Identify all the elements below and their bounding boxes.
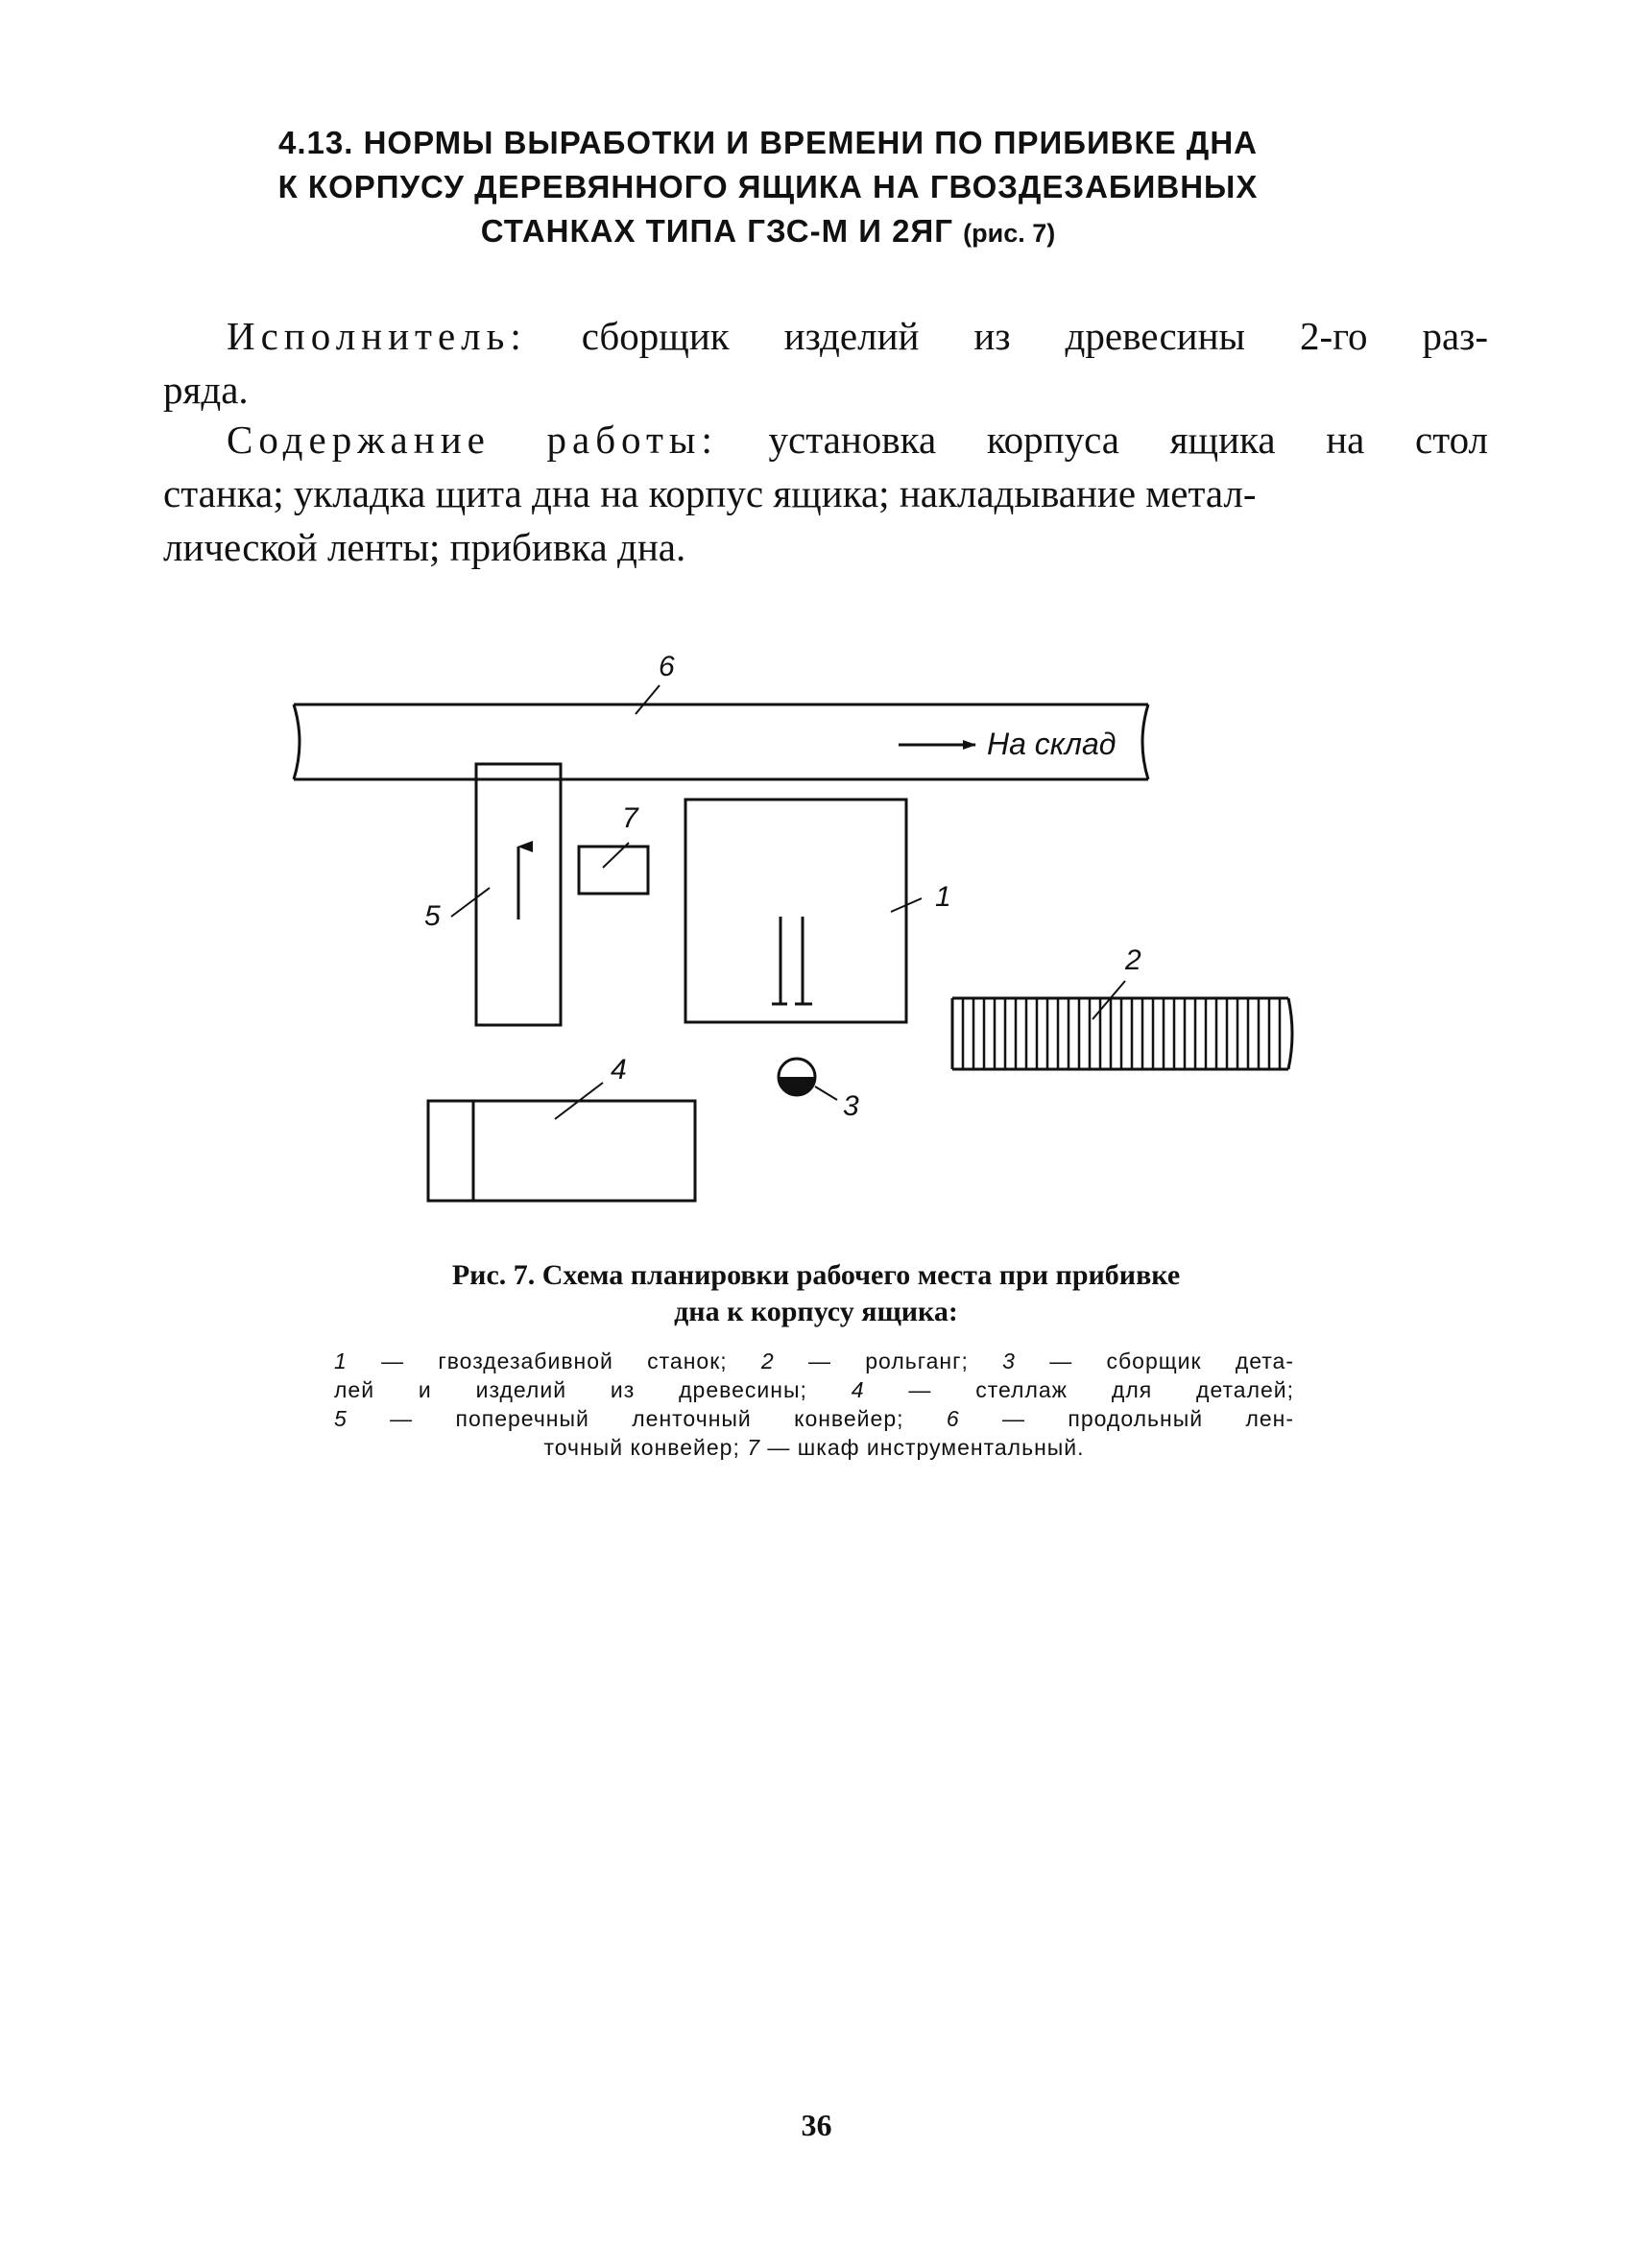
label-4: 4	[611, 1054, 627, 1086]
figure-legend	[334, 1347, 1294, 1462]
legend-text-6a: — продольный лен-	[1002, 1406, 1295, 1431]
caption-line-2: дна к корпусу ящика:	[674, 1296, 958, 1327]
label-2: 2	[1125, 944, 1141, 976]
legend-text-3b: лей и изделий из древесины;	[334, 1377, 807, 1402]
leader-5	[451, 888, 490, 917]
label-1: 1	[935, 881, 951, 913]
executor-text-1: сборщик изделий из древесины 2-го раз-	[581, 314, 1489, 358]
legend-text-3a: — сборщик дета-	[1049, 1349, 1295, 1373]
label-5: 5	[424, 900, 441, 932]
legend-num-6: 6	[946, 1406, 960, 1431]
legend-line-3	[334, 1404, 1294, 1433]
leader-6	[636, 685, 660, 714]
worker-icon	[779, 1059, 837, 1100]
legend-num-1: 1	[334, 1349, 348, 1373]
legend-text-7: — шкаф инструментальный.	[767, 1435, 1085, 1460]
legend-text-2: — рольганг;	[807, 1349, 969, 1373]
heading-figure-ref: (рис. 7)	[963, 219, 1056, 248]
legend-num-7: 7	[747, 1435, 761, 1460]
work-text-3: лической ленты; прибивка дна.	[163, 525, 686, 569]
transverse-conveyor	[476, 764, 561, 1025]
page-number: 36	[801, 2108, 832, 2142]
work-text-2: станка; укладка щита дна на корпус ящика; накладывание метал-	[163, 471, 1257, 515]
legend-num-5: 5	[334, 1406, 348, 1431]
direction-label: На склад	[987, 727, 1117, 761]
executor-text-2: ряда.	[163, 368, 249, 412]
legend-line-2	[334, 1375, 1294, 1404]
legend-text-5: — поперечный ленточный конвейер;	[390, 1406, 904, 1431]
work-text-1: установка корпуса ящика на стол	[768, 418, 1488, 462]
caption-line-1: Рис. 7. Схема планировки рабочего места при прибивке	[451, 1259, 1181, 1291]
legend-text-6b: точный конвейер;	[543, 1435, 740, 1460]
parts-rack	[428, 1101, 695, 1201]
legend-num-4: 4	[851, 1377, 865, 1402]
figure-caption	[288, 1257, 1344, 1330]
legend-line-4	[334, 1433, 1294, 1462]
legend-num-3: 3	[1002, 1349, 1016, 1373]
executor-label: Исполнитель:	[227, 314, 527, 358]
legend-num-2: 2	[760, 1349, 775, 1373]
roller-conveyor	[952, 998, 1292, 1069]
heading-line-3-text: СТАНКАХ ТИПА ГЗС-М И 2ЯГ	[480, 213, 953, 249]
label-6: 6	[659, 651, 675, 682]
nailing-machine	[685, 800, 906, 1022]
label-3: 3	[843, 1090, 859, 1122]
label-7: 7	[622, 802, 638, 834]
legend-text-4: — стеллаж для деталей;	[908, 1377, 1295, 1402]
legend-line-1	[334, 1347, 1294, 1375]
heading-line-1: 4.13. НОРМЫ ВЫРАБОТКИ И ВРЕМЕНИ ПО ПРИБИВКЕ ДНА	[278, 125, 1258, 160]
work-label: Содержание работы:	[227, 418, 718, 462]
legend-text-1: — гвоздезабивной станок;	[381, 1349, 728, 1373]
heading-line-2: К КОРПУСУ ДЕРЕВЯННОГО ЯЩИКА НА ГВОЗДЕЗАБИВНЫХ	[277, 169, 1259, 204]
tool-cabinet	[579, 847, 648, 894]
